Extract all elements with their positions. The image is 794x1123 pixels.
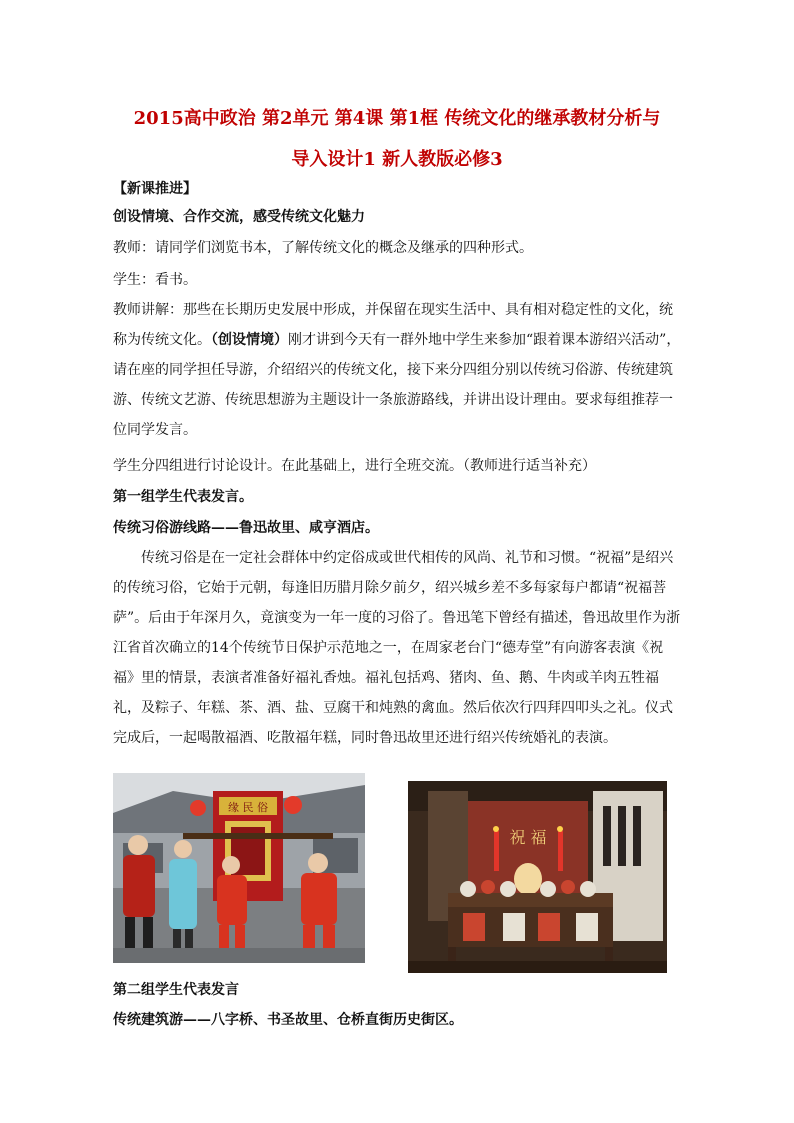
group1-heading: 第一组学生代表发言。 xyxy=(113,489,253,505)
group1-body: 传统习俗是在一定社会群体中约定俗成或世代相传的风尚、礼节和习惯。“祝福”是绍兴的传统习俗，它始于元朝，每逢旧历腊月除夕前夕，绍兴城乡差不多每家每户都请“祝福菩萨”。后由于年深月久，竟演变为一年一度的习俗了。鲁迅笔下曾经有描述，鲁迅故里作为浙江省首次确立的14个传统节日保护示范地之一，在周家老台门“德寿堂”有向游客表演《祝福》里的情景，表演者准备好福礼香烛。福礼包括鸡、猪肉、鱼、鹅、牛肉或羊肉五牲福礼，及粽子、年糕、茶、酒、盐、豆腐干和炖熟的禽血。然后依次行四拜四叩头之礼。仪式完成后，一起喝散福酒、吃散福年糕，同时鲁迅故里还进行绍兴传统婚礼的表演。 xyxy=(113,550,681,746)
document-title-line1: 2015高中政治 第2单元 第4课 第1框 传统文化的继承教材分析与 xyxy=(133,108,661,129)
wedding-procession-photo xyxy=(113,773,365,963)
teacher-explanation-part1: 教师讲解：那些在长期历史发展中形成，并保留在现实生活中、具有相对稳定性的文化，统称为传统文化。 xyxy=(113,302,673,348)
offering-table-photo xyxy=(408,781,667,973)
altar-sign-text: 祝 福 xyxy=(509,828,547,847)
teacher-instruction: 教师：请同学们浏览书本，了解传统文化的概念及继承的四种形式。 xyxy=(113,240,533,256)
teacher-explanation-tag: （创设情境） xyxy=(211,332,288,348)
sedan-sign-text: 缘 民 俗 xyxy=(228,801,268,814)
class-activity: 学生分四组进行讨论设计。在此基础上，进行全班交流。（教师进行适当补充） xyxy=(113,458,596,474)
section-tag: 【新课推进】 xyxy=(113,181,197,197)
section-subheading: 创设情境、合作交流，感受传统文化魅力 xyxy=(113,209,365,225)
document-title-line2: 导入设计1 新人教版必修3 xyxy=(291,149,503,170)
teacher-explanation xyxy=(113,295,683,445)
group2-route: 传统建筑游——八字桥、书圣故里、仓桥直街历史街区。 xyxy=(113,1012,463,1028)
teacher-explanation-part2: 刚才讲到今天有一群外地中学生来参加“跟着课本游绍兴活动”，请在座的同学担任导游，介绍绍兴的传统文化，接下来分四组分别以传统习俗游、传统建筑游、传统文艺游、传统思想游为主题设计一条旅游路线，并讲出设计理由。要求每组推荐一位同学发言。 xyxy=(113,332,681,438)
group1-route: 传统习俗游线路——鲁迅故里、咸亨酒店。 xyxy=(113,520,379,536)
group2-heading: 第二组学生代表发言 xyxy=(113,982,239,998)
student-response: 学生：看书。 xyxy=(113,272,197,288)
